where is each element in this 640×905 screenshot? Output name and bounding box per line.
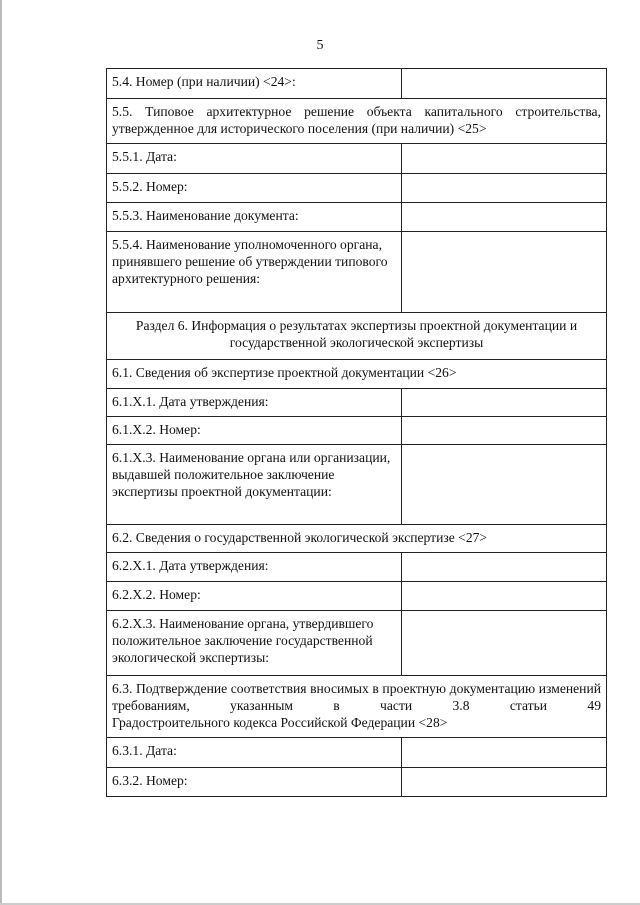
field-label: 6.2.X.1. Дата утверждения: — [107, 553, 402, 582]
field-value-cell[interactable] — [402, 738, 607, 768]
field-label: 6.1.X.1. Дата утверждения: — [107, 389, 402, 417]
field-heading-line: Градостроительного кодекса Российской Федерации <28> — [112, 715, 448, 730]
table-row — [107, 611, 607, 676]
page-number: 5 — [316, 38, 324, 53]
field-value-cell[interactable] — [402, 232, 607, 313]
field-heading: 6.2. Сведения о государственной экологической экспертизе <27> — [107, 525, 607, 553]
field-label: 5.5.2. Номер: — [107, 174, 402, 203]
field-label: 5.5.1. Дата: — [107, 144, 402, 174]
field-label: 5.5.4. Наименование уполномоченного органа, принявшего решение об утверждении типового архитектурного решения: — [107, 232, 402, 313]
field-value-cell[interactable] — [402, 174, 607, 203]
field-value-cell[interactable] — [402, 768, 607, 797]
field-label: 6.2.X.3. Наименование органа, утвердившего положительное заключение государственной экологической экспертизы: — [107, 611, 402, 676]
field-value-cell[interactable] — [402, 582, 607, 611]
table-row — [107, 69, 607, 99]
field-value-cell[interactable] — [402, 69, 607, 99]
table-row — [107, 313, 607, 360]
table-row — [107, 232, 607, 313]
table-row — [107, 582, 607, 611]
section-heading: Раздел 6. Информация о результатах экспертизы проектной документации и государственной экологической экспертизы — [107, 313, 607, 360]
form-table — [106, 68, 607, 797]
field-value-cell[interactable] — [402, 417, 607, 445]
field-value-cell[interactable] — [402, 611, 607, 676]
table-row — [107, 676, 607, 738]
field-value-cell[interactable] — [402, 389, 607, 417]
field-label: 6.1.X.3. Наименование органа или организации, выдавшей положительное заключение экспертизы проектной документации: — [107, 445, 402, 525]
table-row — [107, 553, 607, 582]
field-label: 6.2.X.2. Номер: — [107, 582, 402, 611]
field-heading: 6.1. Сведения об экспертизе проектной документации <26> — [107, 360, 607, 389]
field-label: 5.5.3. Наименование документа: — [107, 203, 402, 232]
table-row — [107, 360, 607, 389]
field-heading-line: 6.3. Подтверждение соответствия вносимых в проектную документацию изменений требованиям, указанным в части 3.8 статьи 49 — [112, 681, 601, 713]
field-value-cell[interactable] — [402, 553, 607, 582]
field-label: 5.4. Номер (при наличии) <24>: — [107, 69, 402, 99]
field-heading: 5.5. Типовое архитектурное решение объекта капитального строительства, утвержденное для исторического поселения (при наличии) <25> — [107, 99, 607, 144]
scan-edge — [0, 0, 2, 905]
table-row — [107, 445, 607, 525]
table-row — [107, 99, 607, 144]
field-value-cell[interactable] — [402, 445, 607, 525]
table-row — [107, 417, 607, 445]
table-row — [107, 525, 607, 553]
field-label: 6.3.2. Номер: — [107, 768, 402, 797]
table-row — [107, 174, 607, 203]
table-row — [107, 768, 607, 797]
table-row — [107, 738, 607, 768]
table-row — [107, 389, 607, 417]
table-row — [107, 144, 607, 174]
field-value-cell[interactable] — [402, 144, 607, 174]
field-label: 6.1.X.2. Номер: — [107, 417, 402, 445]
field-label: 6.3.1. Дата: — [107, 738, 402, 768]
field-value-cell[interactable] — [402, 203, 607, 232]
table-row — [107, 203, 607, 232]
field-heading — [107, 676, 607, 738]
